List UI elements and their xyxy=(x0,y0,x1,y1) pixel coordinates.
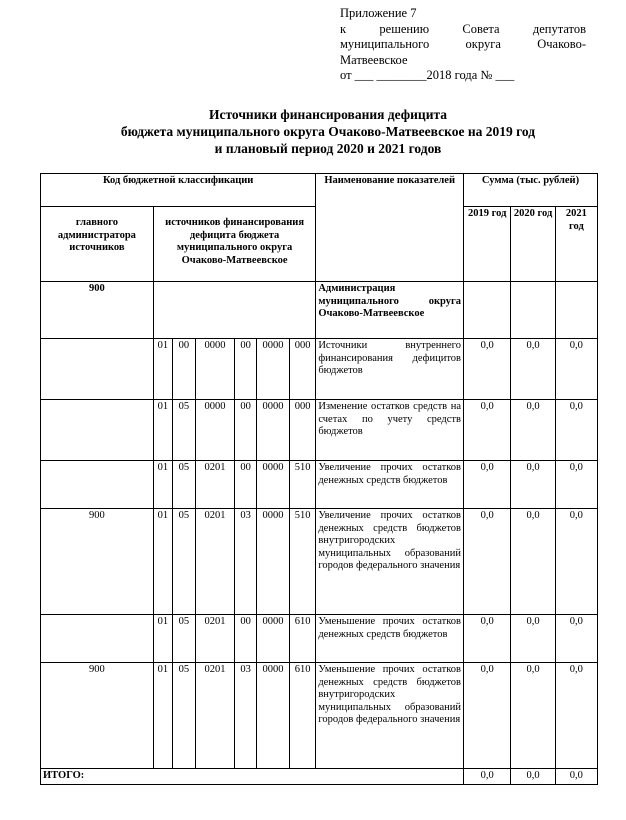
value-2021: 0,0 xyxy=(555,509,597,615)
code-part-3: 0201 xyxy=(196,663,235,769)
header-name: Наименование показателей xyxy=(316,174,464,282)
admin-empty-codes xyxy=(153,282,315,339)
admin-2019 xyxy=(463,282,510,339)
code-part-5: 0000 xyxy=(257,461,290,509)
admin-2020 xyxy=(511,282,555,339)
code-part-2: 05 xyxy=(172,509,195,615)
budget-table xyxy=(40,173,598,785)
appendix-block xyxy=(340,6,586,84)
code-part-4: 03 xyxy=(235,509,257,615)
code-part-1: 01 xyxy=(153,509,172,615)
table-row xyxy=(41,615,598,663)
appendix-number: Приложение 7 xyxy=(340,6,417,20)
code-part-6: 000 xyxy=(289,339,315,400)
code-part-2: 05 xyxy=(172,615,195,663)
code-part-2: 05 xyxy=(172,461,195,509)
admin-2021 xyxy=(555,282,597,339)
table-row xyxy=(41,400,598,461)
value-2020: 0,0 xyxy=(511,400,555,461)
code-part-6: 610 xyxy=(289,615,315,663)
row-name: Уменьшение прочих остатков денежных средств бюджетов xyxy=(316,615,464,663)
code-part-4: 00 xyxy=(235,400,257,461)
table-row xyxy=(41,509,598,615)
total-value-2021: 0,0 xyxy=(555,769,597,785)
table-row xyxy=(41,339,598,400)
code-part-3: 0000 xyxy=(196,339,235,400)
total-value-2019: 0,0 xyxy=(463,769,510,785)
code-part-2: 05 xyxy=(172,400,195,461)
code-part-1: 01 xyxy=(153,663,172,769)
code-part-2: 05 xyxy=(172,663,195,769)
code-part-3: 0201 xyxy=(196,461,235,509)
row-admin-code xyxy=(41,615,154,663)
header-2020: 2020 год xyxy=(511,207,555,282)
appendix-decision: к решению Совета депутатов xyxy=(340,21,586,36)
code-part-6: 610 xyxy=(289,663,315,769)
document-title xyxy=(30,106,626,157)
value-2021: 0,0 xyxy=(555,339,597,400)
value-2019: 0,0 xyxy=(463,461,510,509)
code-part-1: 01 xyxy=(153,400,172,461)
code-part-5: 0000 xyxy=(257,339,290,400)
admin-code: 900 xyxy=(41,282,154,339)
code-part-5: 0000 xyxy=(257,615,290,663)
value-2020: 0,0 xyxy=(511,509,555,615)
header-row-1 xyxy=(41,174,598,207)
row-name: Изменение остатков средств на счетах по учету средств бюджетов xyxy=(316,400,464,461)
code-part-4: 00 xyxy=(235,615,257,663)
value-2021: 0,0 xyxy=(555,615,597,663)
appendix-district-end: Матвеевское xyxy=(340,52,408,67)
total-value-2020: 0,0 xyxy=(511,769,555,785)
header-sources: источников финансирования дефицита бюджета муниципального округа Очаково-Матвеевское xyxy=(153,207,315,282)
code-part-6: 000 xyxy=(289,400,315,461)
code-part-4: 00 xyxy=(235,461,257,509)
code-part-1: 01 xyxy=(153,615,172,663)
value-2021: 0,0 xyxy=(555,461,597,509)
value-2020: 0,0 xyxy=(511,615,555,663)
code-part-2: 00 xyxy=(172,339,195,400)
value-2020: 0,0 xyxy=(511,663,555,769)
title-line-1: Источники финансирования дефицита xyxy=(208,107,448,122)
value-2021: 0,0 xyxy=(555,400,597,461)
value-2019: 0,0 xyxy=(463,339,510,400)
header-2019: 2019 год xyxy=(463,207,510,282)
table-row xyxy=(41,461,598,509)
row-name: Увеличение прочих остатков денежных средств бюджетов xyxy=(316,461,464,509)
appendix-date: от ___ ________2018 года № ___ xyxy=(340,68,515,83)
row-admin-code xyxy=(41,400,154,461)
admin-name: Администрация муниципального округа Очаково-Матвеевское xyxy=(316,282,464,339)
header-code: Код бюджетной классификации xyxy=(41,174,316,207)
total-row xyxy=(41,769,598,785)
code-part-3: 0000 xyxy=(196,400,235,461)
value-2020: 0,0 xyxy=(511,461,555,509)
row-admin-code: 900 xyxy=(41,509,154,615)
table-row xyxy=(41,663,598,769)
value-2019: 0,0 xyxy=(463,400,510,461)
value-2021: 0,0 xyxy=(555,663,597,769)
row-admin-code: 900 xyxy=(41,663,154,769)
code-part-5: 0000 xyxy=(257,663,290,769)
row-admin-code xyxy=(41,339,154,400)
code-part-3: 0201 xyxy=(196,615,235,663)
row-name: Уменьшение прочих остатков денежных средств бюджетов внутригородских муниципальных образований городов федерального значения xyxy=(316,663,464,769)
value-2020: 0,0 xyxy=(511,339,555,400)
title-line-3: и плановый период 2020 и 2021 годов xyxy=(214,141,442,156)
admin-row xyxy=(41,282,598,339)
code-part-1: 01 xyxy=(153,339,172,400)
title-line-2: бюджета муниципального округа Очаково-Матвеевское на 2019 год xyxy=(120,124,536,139)
code-part-3: 0201 xyxy=(196,509,235,615)
total-label: ИТОГО: xyxy=(41,769,464,785)
code-part-4: 00 xyxy=(235,339,257,400)
row-name: Источники внутреннего финансирования дефицитов бюджетов xyxy=(316,339,464,400)
code-part-5: 0000 xyxy=(257,400,290,461)
code-part-6: 510 xyxy=(289,461,315,509)
header-2021: 2021 год xyxy=(555,207,597,282)
header-sum: Сумма (тыс. рублей) xyxy=(463,174,597,207)
row-name: Увеличение прочих остатков денежных средств бюджетов внутригородских муниципальных образований городов федерального значения xyxy=(316,509,464,615)
appendix-district: муниципального округа Очаково- xyxy=(340,37,586,52)
code-part-1: 01 xyxy=(153,461,172,509)
value-2019: 0,0 xyxy=(463,663,510,769)
header-main-admin: главного администратора источников xyxy=(41,207,154,282)
code-part-4: 03 xyxy=(235,663,257,769)
code-part-6: 510 xyxy=(289,509,315,615)
code-part-5: 0000 xyxy=(257,509,290,615)
row-admin-code xyxy=(41,461,154,509)
value-2019: 0,0 xyxy=(463,509,510,615)
value-2019: 0,0 xyxy=(463,615,510,663)
